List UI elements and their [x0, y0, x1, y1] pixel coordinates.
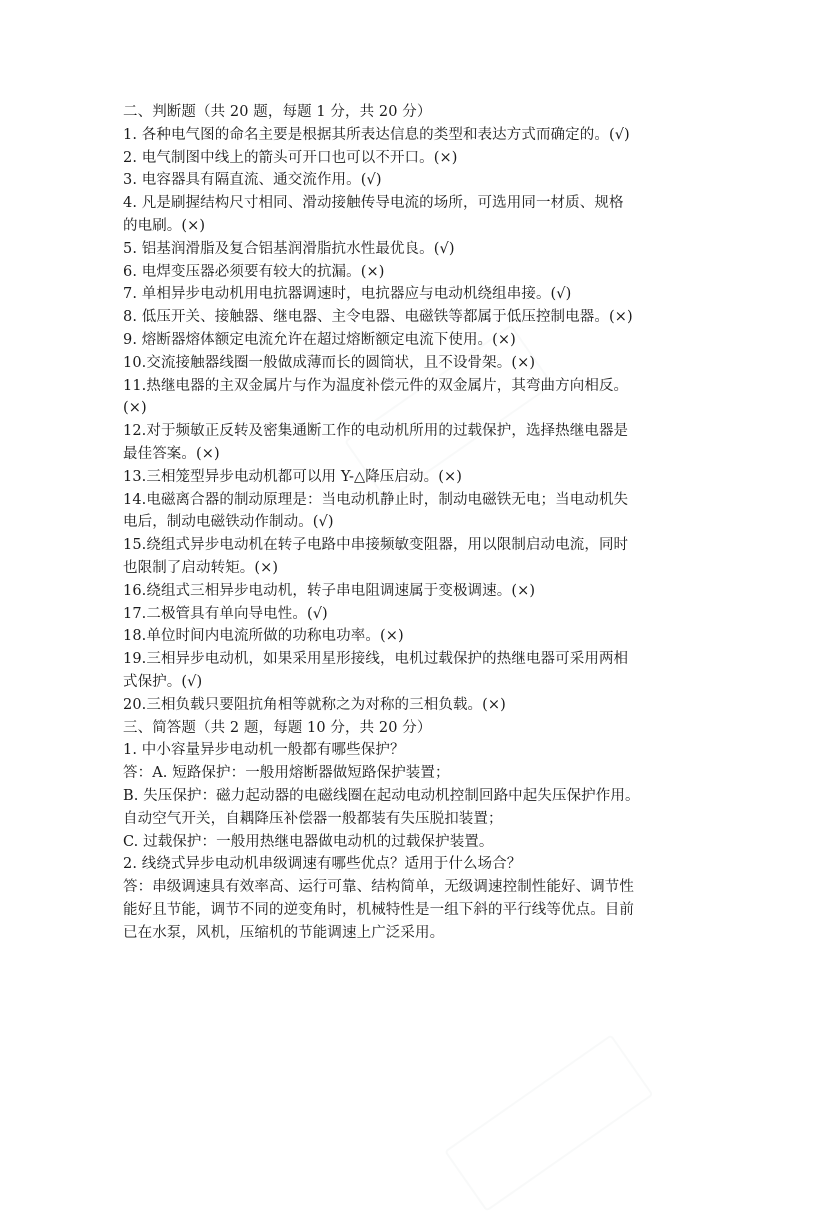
question-line: 也限制了启动转矩。(×)	[123, 559, 279, 576]
question-line: 式保护。(√)	[123, 673, 203, 690]
question-line: 2. 电气制图中线上的箭头可开口也可以不开口。(×)	[123, 149, 458, 166]
watermark-bottom	[444, 1025, 676, 1225]
question-line: 5. 铝基润滑脂及复合铝基润滑脂抗水性最优良。(√)	[123, 240, 455, 257]
question-line: 的电刷。(×)	[123, 217, 206, 234]
question-line: (×)	[123, 400, 147, 417]
answer-line: B. 失压保护：磁力起动器的电磁线圈在起动电动机控制回路中起失压保护作用。	[123, 787, 640, 804]
question-line: 20.三相负载只要阻抗角相等就称之为对称的三相负载。(×)	[123, 696, 506, 713]
answer-line: 已在水泵，风机，压缩机的节能调速上广泛采用。	[123, 924, 445, 941]
answer-line: 自动空气开关，自耦降压补偿器一般都装有失压脱扣装置；	[123, 810, 503, 827]
question-line: 8. 低压开关、接触器、继电器、主令电器、电磁铁等都属于低压控制电器。(×)	[123, 309, 633, 326]
question-line: 17.二极管具有单向导电性。(√)	[123, 605, 328, 622]
question-line: 7. 单相异步电动机用电抗器调速时，电抗器应与电动机绕组串接。(√)	[123, 286, 572, 303]
question-line: 18.单位时间内电流所做的功称电功率。(×)	[123, 628, 404, 645]
question-line: 11.热继电器的主双金属片与作为温度补偿元件的双金属片，其弯曲方向相反。	[123, 377, 629, 394]
answer-line: 2. 线绕式异步电动机串级调速有哪些优点？适用于什么场合？	[123, 856, 522, 873]
question-line: 12.对于频敏正反转及密集通断工作的电动机所用的过载保护，选择热继电器是	[123, 423, 629, 440]
answer-line: 答：A. 短路保护：一般用熔断器做短路保护装置；	[123, 765, 450, 782]
document-body	[123, 101, 723, 944]
question-line: 4. 凡是刷握结构尺寸相同、滑动接触传导电流的场所，可选用同一材质、规格	[123, 195, 624, 212]
question-line: 9. 熔断器熔体额定电流允许在超过熔断额定电流下使用。(×)	[123, 331, 516, 348]
question-line: 16.绕组式三相异步电动机，转子串电阻调速属于变极调速。(×)	[123, 582, 536, 599]
answer-line: 答：串级调速具有效率高、运行可靠、结构简单，无级调速控制性能好、调节性	[123, 879, 634, 896]
question-line: 1. 各种电气图的命名主要是根据其所表达信息的类型和表达方式而确定的。(√)	[123, 126, 630, 143]
question-line: 13.三相笼型异步电动机都可以用 Y-△降压启动。(×)	[123, 468, 462, 485]
question-line: 电后，制动电磁铁动作制动。(√)	[123, 514, 334, 531]
question-line: 14.电磁离合器的制动原理是：当电动机静止时，制动电磁铁无电；当电动机失	[123, 491, 629, 508]
question-line: 6. 电焊变压器必须要有较大的抗漏。(×)	[123, 263, 385, 280]
answer-line: 能好且节能，调节不同的逆变角时，机械特性是一组下斜的平行线等优点。目前	[123, 901, 634, 918]
answer-line: 1. 中小容量异步电动机一般都有哪些保护？	[123, 742, 405, 759]
section-heading-short-answer: 三、简答题（共 2 题，每题 10 分，共 20 分）	[123, 719, 432, 736]
question-line: 10.交流接触器线圈一般做成薄而长的圆筒状，且不设骨架。(×)	[123, 354, 536, 371]
question-line: 15.绕组式异步电动机在转子电路中串接频敏变阻器，用以限制启动电流，同时	[123, 537, 629, 554]
question-line: 3. 电容器具有隔直流、通交流作用。(√)	[123, 172, 382, 189]
section-heading-true-false: 二、判断题（共 20 题，每题 1 分，共 20 分）	[123, 104, 432, 120]
question-line: 19.三相异步电动机，如果采用星形接线，电机过载保护的热继电器可采用两相	[123, 651, 629, 668]
answer-line: C. 过载保护：一般用热继电器做电动机的过载保护装置。	[123, 833, 494, 850]
question-line: 最佳答案。(×)	[123, 445, 220, 462]
